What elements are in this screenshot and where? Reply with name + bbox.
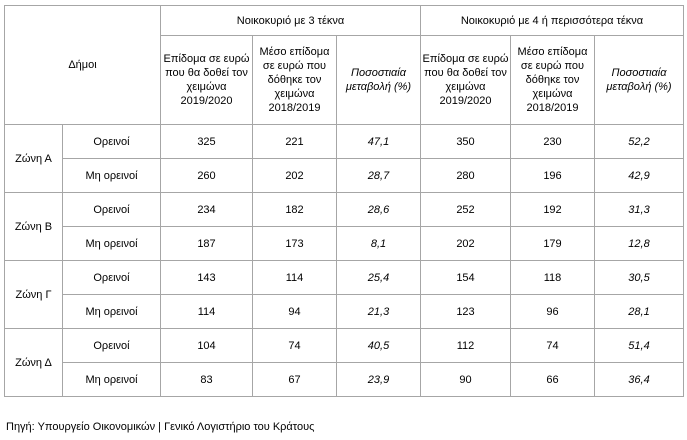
value-cell-g1-pct: 8,1 bbox=[337, 227, 421, 261]
value-cell-g1-new: 234 bbox=[161, 193, 253, 227]
header-group-row bbox=[5, 6, 684, 36]
value-cell-g2-pct: 30,5 bbox=[595, 261, 684, 295]
zone-label: Ζώνη Β bbox=[5, 193, 63, 261]
value-cell-g1-pct: 21,3 bbox=[337, 295, 421, 329]
area-type-label: Ορεινοί bbox=[63, 329, 161, 363]
value-cell-g2-new: 350 bbox=[421, 125, 511, 159]
value-cell-g2-pct: 52,2 bbox=[595, 125, 684, 159]
area-type-label: Μη ορεινοί bbox=[63, 363, 161, 397]
value-cell-g1-old: 221 bbox=[253, 125, 337, 159]
table-row bbox=[5, 295, 684, 329]
table-body bbox=[5, 125, 684, 397]
area-type-label: Ορεινοί bbox=[63, 125, 161, 159]
zone-label: Ζώνη Δ bbox=[5, 329, 63, 397]
value-cell-g2-pct: 51,4 bbox=[595, 329, 684, 363]
col-pct-g2: Ποσοστιαία μεταβολή (%) bbox=[595, 36, 684, 125]
area-type-label: Μη ορεινοί bbox=[63, 295, 161, 329]
value-cell-g1-new: 260 bbox=[161, 159, 253, 193]
value-cell-g2-pct: 12,8 bbox=[595, 227, 684, 261]
value-cell-g2-new: 202 bbox=[421, 227, 511, 261]
area-type-label: Ορεινοί bbox=[63, 193, 161, 227]
col-allowance-2019-g2: Επίδομα σε ευρώ που θα δοθεί τον χειμώνα 2019/2020 bbox=[421, 36, 511, 125]
group-3-children-header: Νοικοκυριό με 3 τέκνα bbox=[161, 6, 421, 36]
table-row bbox=[5, 363, 684, 397]
value-cell-g2-pct: 28,1 bbox=[595, 295, 684, 329]
value-cell-g1-pct: 28,6 bbox=[337, 193, 421, 227]
col-avg-2018-g1: Μέσο επίδομα σε ευρώ που δόθηκε τον χειμώνα 2018/2019 bbox=[253, 36, 337, 125]
municipalities-header: Δήμοι bbox=[5, 6, 161, 125]
value-cell-g1-pct: 25,4 bbox=[337, 261, 421, 295]
value-cell-g1-pct: 47,1 bbox=[337, 125, 421, 159]
area-type-label: Μη ορεινοί bbox=[63, 159, 161, 193]
col-allowance-2019-g1: Επίδομα σε ευρώ που θα δοθεί τον χειμώνα 2019/2020 bbox=[161, 36, 253, 125]
value-cell-g2-old: 74 bbox=[511, 329, 595, 363]
value-cell-g1-new: 187 bbox=[161, 227, 253, 261]
value-cell-g1-new: 83 bbox=[161, 363, 253, 397]
table-row bbox=[5, 329, 684, 363]
table-row bbox=[5, 125, 684, 159]
value-cell-g2-old: 230 bbox=[511, 125, 595, 159]
value-cell-g1-old: 67 bbox=[253, 363, 337, 397]
value-cell-g1-new: 325 bbox=[161, 125, 253, 159]
value-cell-g2-new: 252 bbox=[421, 193, 511, 227]
value-cell-g2-old: 118 bbox=[511, 261, 595, 295]
table-row bbox=[5, 261, 684, 295]
value-cell-g2-old: 196 bbox=[511, 159, 595, 193]
value-cell-g1-pct: 23,9 bbox=[337, 363, 421, 397]
group-4plus-children-header: Νοικοκυριό με 4 ή περισσότερα τέκνα bbox=[421, 6, 684, 36]
zone-label: Ζώνη Α bbox=[5, 125, 63, 193]
value-cell-g1-old: 114 bbox=[253, 261, 337, 295]
value-cell-g2-new: 280 bbox=[421, 159, 511, 193]
table-row bbox=[5, 159, 684, 193]
table-row bbox=[5, 193, 684, 227]
value-cell-g1-old: 202 bbox=[253, 159, 337, 193]
value-cell-g1-old: 74 bbox=[253, 329, 337, 363]
value-cell-g1-pct: 40,5 bbox=[337, 329, 421, 363]
allowance-table bbox=[4, 5, 684, 397]
value-cell-g1-old: 173 bbox=[253, 227, 337, 261]
value-cell-g2-old: 96 bbox=[511, 295, 595, 329]
value-cell-g2-new: 123 bbox=[421, 295, 511, 329]
area-type-label: Ορεινοί bbox=[63, 261, 161, 295]
value-cell-g1-new: 104 bbox=[161, 329, 253, 363]
value-cell-g2-old: 66 bbox=[511, 363, 595, 397]
zone-label: Ζώνη Γ bbox=[5, 261, 63, 329]
source-note: Πηγή: Υπουργείο Οικονομικών | Γενικό Λογιστήριο του Κράτους bbox=[6, 421, 315, 433]
value-cell-g2-pct: 42,9 bbox=[595, 159, 684, 193]
area-type-label: Μη ορεινοί bbox=[63, 227, 161, 261]
col-pct-g1: Ποσοστιαία μεταβολή (%) bbox=[337, 36, 421, 125]
table-row bbox=[5, 227, 684, 261]
value-cell-g2-new: 154 bbox=[421, 261, 511, 295]
col-avg-2018-g2: Μέσο επίδομα σε ευρώ που δόθηκε τον χειμώνα 2018/2019 bbox=[511, 36, 595, 125]
value-cell-g1-old: 94 bbox=[253, 295, 337, 329]
value-cell-g1-pct: 28,7 bbox=[337, 159, 421, 193]
value-cell-g1-old: 182 bbox=[253, 193, 337, 227]
value-cell-g2-old: 192 bbox=[511, 193, 595, 227]
value-cell-g2-new: 112 bbox=[421, 329, 511, 363]
value-cell-g1-new: 143 bbox=[161, 261, 253, 295]
value-cell-g2-old: 179 bbox=[511, 227, 595, 261]
value-cell-g2-new: 90 bbox=[421, 363, 511, 397]
value-cell-g2-pct: 36,4 bbox=[595, 363, 684, 397]
value-cell-g1-new: 114 bbox=[161, 295, 253, 329]
value-cell-g2-pct: 31,3 bbox=[595, 193, 684, 227]
